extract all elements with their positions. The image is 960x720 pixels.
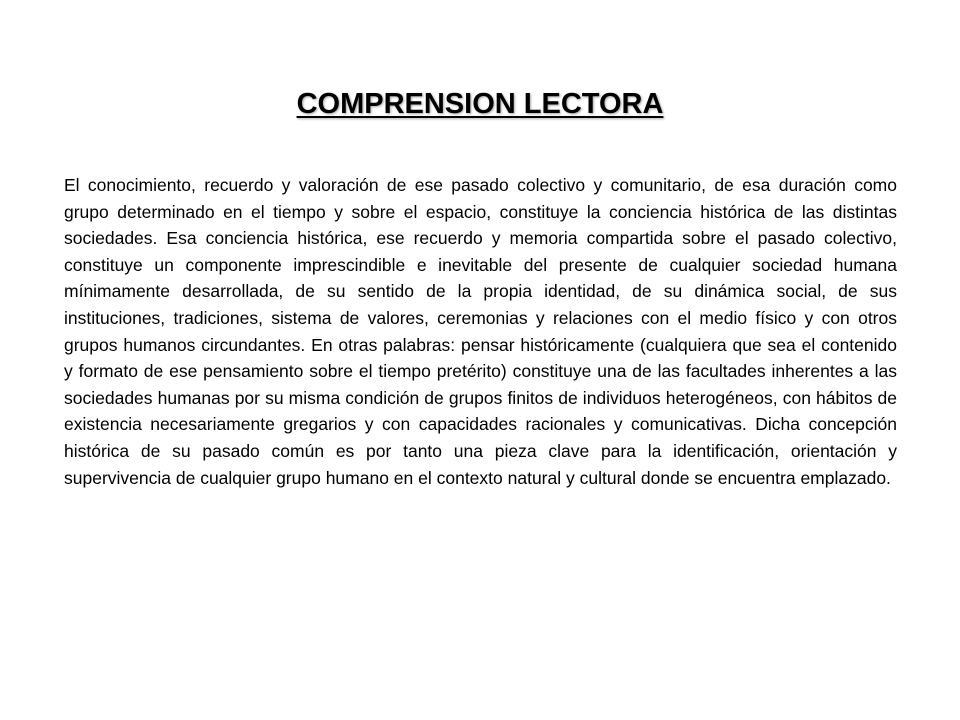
body-paragraph: El conocimiento, recuerdo y valoración de ese pasado colectivo y comunitario, de esa duración como grupo determinado en el tiempo y sobre el espacio, constituye la conciencia histórica de las distintas sociedades. Esa conciencia histórica, ese recuerdo y memoria compartida sobre el pasado colectivo, constituye un componente imprescindible e inevitable del presente de cualquier sociedad humana mínimamente desarrollada, de su sentido de la propia identidad, de su dinámica social, de sus instituciones, tradiciones, sistema de valores, ceremonias y relaciones con el medio físico y con otros grupos humanos circundantes. En otras palabras: pensar históricamente (cualquiera que sea el contenido y formato de ese pensamiento sobre el tiempo pretérito) constituye una de las facultades inherentes a las sociedades humanas por su misma condición de grupos finitos de individuos heterogéneos, con hábitos de existencia necesariamente gregarios y con capacidades racionales y comunicativas. Dicha concepción histórica de su pasado común es por tanto una pieza clave para la identificación, orientación y supervivencia de cualquier grupo humano en el contexto natural y cultural donde se encuentra emplazado. xyxy=(64,175,897,488)
slide-title: COMPRENSION LECTORA xyxy=(296,88,664,120)
